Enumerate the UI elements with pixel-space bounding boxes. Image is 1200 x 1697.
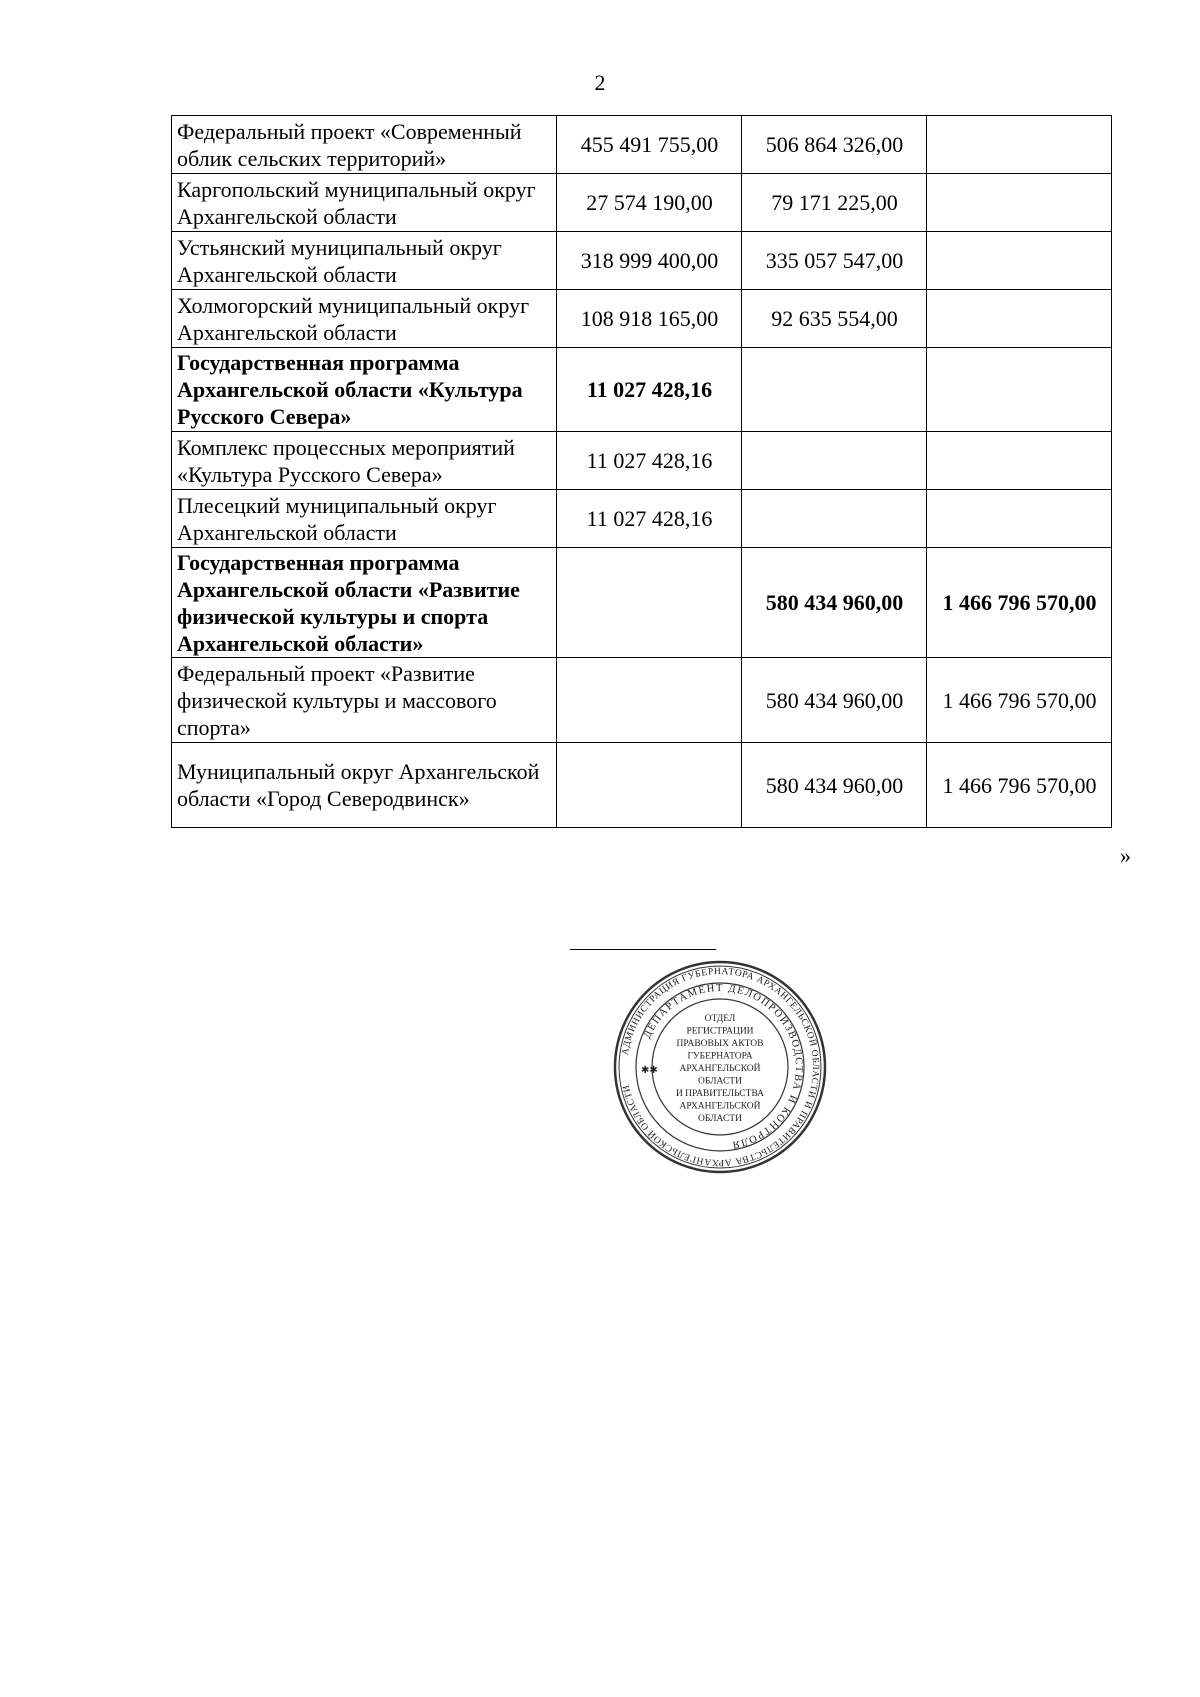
value-cell-3	[927, 232, 1112, 290]
row-name-cell: Муниципальный округ Архангельской области «Город Северодвинск»	[172, 743, 557, 828]
table-row	[172, 116, 1112, 174]
row-name-cell: Устьянский муниципальный округ Архангельской области	[172, 232, 557, 290]
row-name-cell: Холмогорский муниципальный округ Архангельской области	[172, 290, 557, 348]
value-cell-2: 92 635 554,00	[742, 290, 927, 348]
value-cell-3: 1 466 796 570,00	[927, 743, 1112, 828]
row-name-cell: Федеральный проект «Развитие физической культуры и массового спорта»	[172, 658, 557, 743]
stamp-center-line: АРХАНГЕЛЬСКОЙ	[679, 1101, 761, 1112]
registration-stamp	[613, 960, 827, 1174]
value-cell-2: 335 057 547,00	[742, 232, 927, 290]
value-cell-3	[927, 348, 1112, 432]
row-name-cell: Государственная программа Архангельской области «Развитие физической культуры и спорта Архангельской области»	[172, 548, 557, 658]
value-cell-2	[742, 432, 927, 490]
value-cell-3	[927, 490, 1112, 548]
stamp-center-line: И ПРАВИТЕЛЬСТВА	[675, 1089, 765, 1099]
row-name-cell: Плесецкий муниципальный округ Архангельской области	[172, 490, 557, 548]
value-cell-2	[742, 490, 927, 548]
value-cell-1	[557, 548, 742, 658]
table-row	[172, 743, 1112, 828]
stamp-center-line: ОБЛАСТИ	[698, 1114, 742, 1124]
stamp-center-line: АРХАНГЕЛЬСКОЙ	[679, 1064, 761, 1074]
value-cell-2: 506 864 326,00	[742, 116, 927, 174]
value-cell-3	[927, 432, 1112, 490]
value-cell-1	[557, 658, 742, 743]
row-name-cell: Комплекс процессных мероприятий «Культура Русского Севера»	[172, 432, 557, 490]
stamp-star-left: ✱✱	[641, 1065, 658, 1076]
value-cell-2: 580 434 960,00	[742, 658, 927, 743]
value-cell-3	[927, 174, 1112, 232]
value-cell-1: 11 027 428,16	[557, 348, 742, 432]
page-number: 2	[594, 70, 606, 95]
table-row	[172, 290, 1112, 348]
value-cell-1: 11 027 428,16	[557, 432, 742, 490]
value-cell-3: 1 466 796 570,00	[927, 548, 1112, 658]
value-cell-1: 455 491 755,00	[557, 116, 742, 174]
row-name-cell: Государственная программа Архангельской области «Культура Русского Севера»	[172, 348, 557, 432]
table-row	[172, 432, 1112, 490]
value-cell-2	[742, 348, 927, 432]
value-cell-1: 11 027 428,16	[557, 490, 742, 548]
stamp-center-text	[676, 1014, 764, 1124]
stamp-center-line: ПРАВОВЫХ АКТОВ	[676, 1039, 764, 1049]
table-row	[172, 490, 1112, 548]
stamp-outer-text: АДМИНИСТРАЦИЯ ГУБЕРНАТОРА АРХАНГЕЛЬСКОЙ ОБЛАСТИ И ПРАВИТЕЛЬСТВА АРХАНГЕЛЬСКОЙ ОБЛАСТИ	[620, 966, 821, 1168]
signature-line	[570, 949, 716, 950]
row-name-cell: Федеральный проект «Современный облик сельских территорий»	[172, 116, 557, 174]
value-cell-1: 108 918 165,00	[557, 290, 742, 348]
table-row	[172, 232, 1112, 290]
value-cell-1	[557, 743, 742, 828]
table-row	[172, 348, 1112, 432]
stamp-center-line: ОБЛАСТИ	[698, 1076, 742, 1087]
stamp-inner-text: ДЕПАРТАМЕНТ ДЕЛОПРОИЗВОДСТВА И КОНТРОЛЯ	[641, 982, 805, 1151]
value-cell-3: 1 466 796 570,00	[927, 658, 1112, 743]
value-cell-2: 580 434 960,00	[742, 743, 927, 828]
stamp-center-line: ГУБЕРНАТОРА	[687, 1051, 753, 1062]
stamp-center-line: ОТДЕЛ	[704, 1014, 736, 1024]
value-cell-2: 580 434 960,00	[742, 548, 927, 658]
table-row	[172, 658, 1112, 743]
table-row	[172, 548, 1112, 658]
row-name-cell: Каргопольский муниципальный округ Архангельской области	[172, 174, 557, 232]
budget-table-body	[172, 116, 1112, 828]
value-cell-3	[927, 290, 1112, 348]
stamp-center-line: РЕГИСТРАЦИИ	[686, 1026, 754, 1037]
closing-quote: »	[1120, 843, 1131, 868]
budget-table	[171, 115, 1112, 828]
value-cell-1: 318 999 400,00	[557, 232, 742, 290]
value-cell-3	[927, 116, 1112, 174]
value-cell-1: 27 574 190,00	[557, 174, 742, 232]
value-cell-2: 79 171 225,00	[742, 174, 927, 232]
table-row	[172, 174, 1112, 232]
